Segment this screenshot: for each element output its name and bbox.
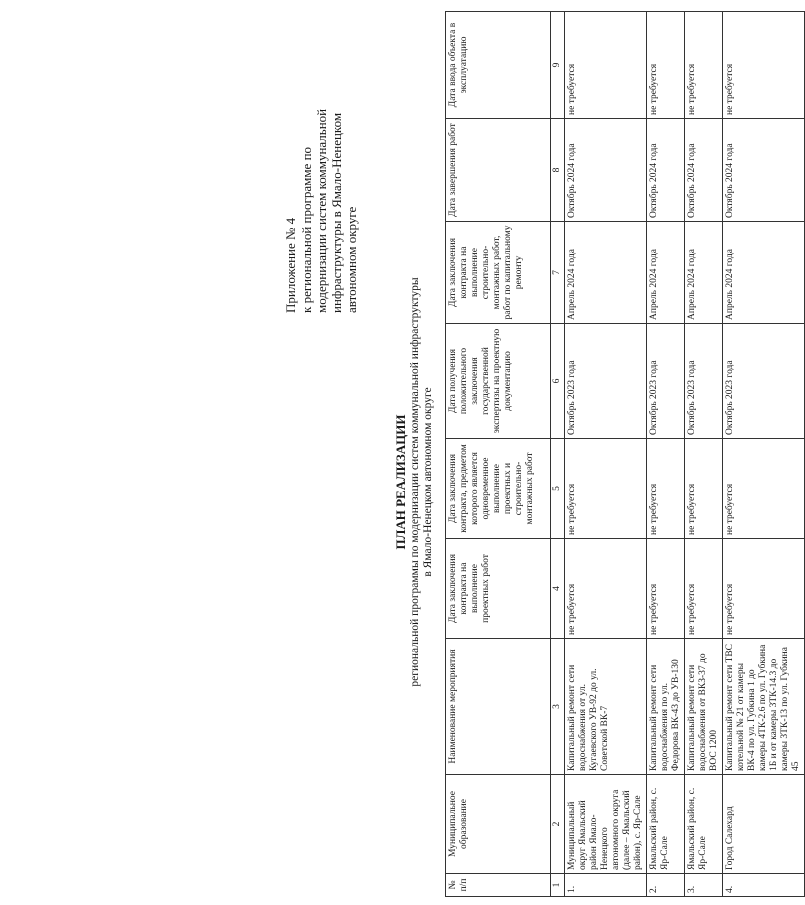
appendix-note: к региональной программе по модернизации систем коммунальной инфраструктуры в Ямало-Ненецком автономном округе xyxy=(299,108,359,313)
table-header-row xyxy=(446,12,551,897)
row-number: 2. xyxy=(647,874,685,897)
activity-cell: Капитальный ремонт сети водоснабжения от ул. Кугаевского УВ-92 до ул. Советской ВК-7 xyxy=(565,639,647,775)
row-number: 3. xyxy=(685,874,723,897)
table-row xyxy=(723,12,805,897)
municipality-cell: Ямальский район, с. Яр-Сале xyxy=(685,775,723,874)
joint-contract-cell: не требуется xyxy=(565,439,647,539)
document-subtitle-line1: региональной программы по модернизации систем коммунальной инфраструктуры xyxy=(409,277,421,687)
row-number: 4. xyxy=(723,874,805,897)
table-row xyxy=(685,12,723,897)
table-row xyxy=(565,12,647,897)
joint-contract-cell: не требуется xyxy=(647,439,685,539)
column-header: Дата ввода объекта в эксплуатацию xyxy=(446,12,551,119)
column-number: 9 xyxy=(551,12,565,119)
column-header: Наименование мероприятия xyxy=(446,639,551,775)
municipality-cell: Ямальский район, с. Яр-Сале xyxy=(647,775,685,874)
construction-contract-cell: Апрель 2024 года xyxy=(647,222,685,324)
title-block xyxy=(394,267,435,697)
row-number: 1. xyxy=(565,874,647,897)
commissioning-cell: не требуется xyxy=(565,12,647,119)
implementation-plan-table xyxy=(445,11,805,897)
column-number: 7 xyxy=(551,222,565,324)
activity-cell: Капитальный ремонт сети ТВС котельной № 21 от камеры ВК-4 по ул. Губкина 1 до камеры 4ТК-2.6 по ул. Губкина 1Б и от камеры 3ТК-14.3 до камеры 3ТК-13 по ул. Губкина 45 xyxy=(723,639,805,775)
column-header: Дата завершения работ xyxy=(446,119,551,222)
expertise-cell: Октябрь 2023 года xyxy=(723,324,805,439)
commissioning-cell: не требуется xyxy=(647,12,685,119)
construction-contract-cell: Апрель 2024 года xyxy=(565,222,647,324)
design-contract-cell: не требуется xyxy=(565,539,647,639)
column-number: 3 xyxy=(551,639,565,775)
document-subtitle-line2: в Ямало-Ненецком автономном округе xyxy=(422,387,434,577)
design-contract-cell: не требуется xyxy=(723,539,805,639)
expertise-cell: Октябрь 2023 года xyxy=(685,324,723,439)
column-header: № п/п xyxy=(446,874,551,897)
design-contract-cell: не требуется xyxy=(685,539,723,639)
appendix-title: Приложение № 4 xyxy=(283,217,298,313)
column-number: 6 xyxy=(551,324,565,439)
column-header: Дата заключения контракта, предметом которого является одновременное выполнение проектных и строительно-монтажных работ xyxy=(446,439,551,539)
expertise-cell: Октябрь 2023 года xyxy=(565,324,647,439)
design-contract-cell: не требуется xyxy=(647,539,685,639)
joint-contract-cell: не требуется xyxy=(685,439,723,539)
completion-cell: Октябрь 2024 года xyxy=(723,119,805,222)
column-number: 4 xyxy=(551,539,565,639)
expertise-cell: Октябрь 2023 года xyxy=(647,324,685,439)
commissioning-cell: не требуется xyxy=(723,12,805,119)
construction-contract-cell: Апрель 2024 года xyxy=(685,222,723,324)
construction-contract-cell: Апрель 2024 года xyxy=(723,222,805,324)
column-number: 2 xyxy=(551,775,565,874)
completion-cell: Октябрь 2024 года xyxy=(685,119,723,222)
column-number: 1 xyxy=(551,874,565,897)
column-number: 8 xyxy=(551,119,565,222)
document-title: ПЛАН РЕАЛИЗАЦИИ xyxy=(393,414,408,550)
commissioning-cell: не требуется xyxy=(685,12,723,119)
completion-cell: Октябрь 2024 года xyxy=(647,119,685,222)
municipality-cell: Муниципальный округ Ямальский район Ямало-Ненецкого автономного округа (далее – Ямальский район), с. Яр-Сале xyxy=(565,775,647,874)
joint-contract-cell: не требуется xyxy=(723,439,805,539)
column-header: Дата заключения контракта на выполнение проектных работ xyxy=(446,539,551,639)
municipality-cell: Город Салехард xyxy=(723,775,805,874)
column-header: Дата получения положительного заключения государственной экспертизы на проектную документацию xyxy=(446,324,551,439)
completion-cell: Октябрь 2024 года xyxy=(565,119,647,222)
activity-cell: Капитальный ремонт сети водоснабжения по ул. Федорова ВК-43 до УВ-130 xyxy=(647,639,685,775)
column-number: 5 xyxy=(551,439,565,539)
column-number-row xyxy=(551,12,565,897)
column-header: Дата заключения контракта на выполнение строительно-монтажных работ, работ по капитальному ремонту xyxy=(446,222,551,324)
table-row xyxy=(647,12,685,897)
activity-cell: Капитальный ремонт сети водоснабжения от ВКЗ-37 до ВОС 1200 xyxy=(685,639,723,775)
column-header: Муниципальное образование xyxy=(446,775,551,874)
